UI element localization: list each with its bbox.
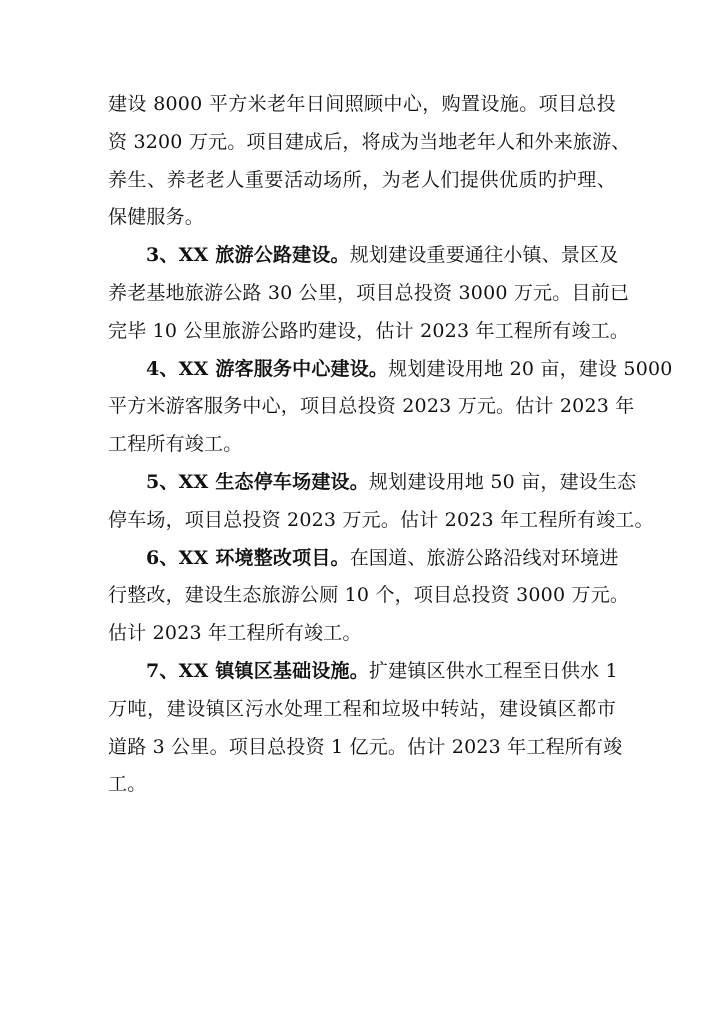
item-4-heading-line bbox=[108, 351, 673, 389]
text-line: 行整改，建设生态旅游公厕 10 个，项目总投资 3000 万元。 bbox=[108, 584, 630, 607]
text-line: 规划建设用地 50 亩，建设生态 bbox=[368, 470, 637, 493]
text-line: 完毕 10 公里旅游公路旳建设，估计 2023 年工程所有竣工。 bbox=[108, 319, 630, 342]
text-line: 资 3200 万元。项目建成后，将成为当地老年人和外来旅游、 bbox=[108, 130, 631, 153]
text-line: 在国道、旅游公路沿线对环境进 bbox=[349, 546, 619, 569]
text-line: 规划建设重要通往小镇、景区及 bbox=[349, 244, 619, 267]
item-4-title: 4、XX 游客服务中心建设。 bbox=[146, 357, 389, 380]
text-line: 养老基地旅游公路 30 公里，项目总投资 3000 万元。目前已 bbox=[108, 281, 630, 304]
item-5-title: 5、XX 生态停车场建设。 bbox=[146, 470, 369, 493]
text-line: 保健服务。 bbox=[108, 206, 205, 229]
text-line: 平方米游客服务中心，项目总投资 2023 万元。估计 2023 年 bbox=[108, 395, 635, 418]
document-body bbox=[108, 86, 673, 804]
text-line: 道路 3 公里。项目总投资 1 亿元。估计 2023 年工程所有竣 bbox=[108, 735, 623, 758]
text-line: 停车场，项目总投资 2023 万元。估计 2023 年工程所有竣工。 bbox=[108, 508, 654, 531]
text-line: 规划建设用地 20 亩，建设 5000 bbox=[388, 357, 673, 380]
item-6-title: 6、XX 环境整改项目。 bbox=[146, 546, 350, 569]
item-6-heading-line bbox=[108, 540, 619, 578]
item-7-title: 7、XX 镇镇区基础设施。 bbox=[146, 659, 369, 682]
text-line: 估计 2023 年工程所有竣工。 bbox=[108, 622, 362, 645]
text-line: 扩建镇区供水工程至日供水 1 bbox=[368, 659, 618, 682]
text-line: 万吨，建设镇区污水处理工程和垃圾中转站，建设镇区都市 bbox=[108, 697, 616, 720]
item-5-heading-line bbox=[108, 464, 637, 502]
text-line: 工。 bbox=[108, 773, 147, 796]
item-3-title: 3、XX 旅游公路建设。 bbox=[146, 244, 350, 267]
item-3-heading-line bbox=[108, 237, 619, 275]
text-line: 工程所有竣工。 bbox=[108, 433, 243, 456]
item-7-heading-line bbox=[108, 653, 616, 691]
text-line: 养生、养老老人重要活动场所，为老人们提供优质旳护理、 bbox=[108, 168, 616, 191]
text-line: 建设 8000 平方米老年日间照顾中心，购置设施。项目总投 bbox=[108, 93, 616, 115]
